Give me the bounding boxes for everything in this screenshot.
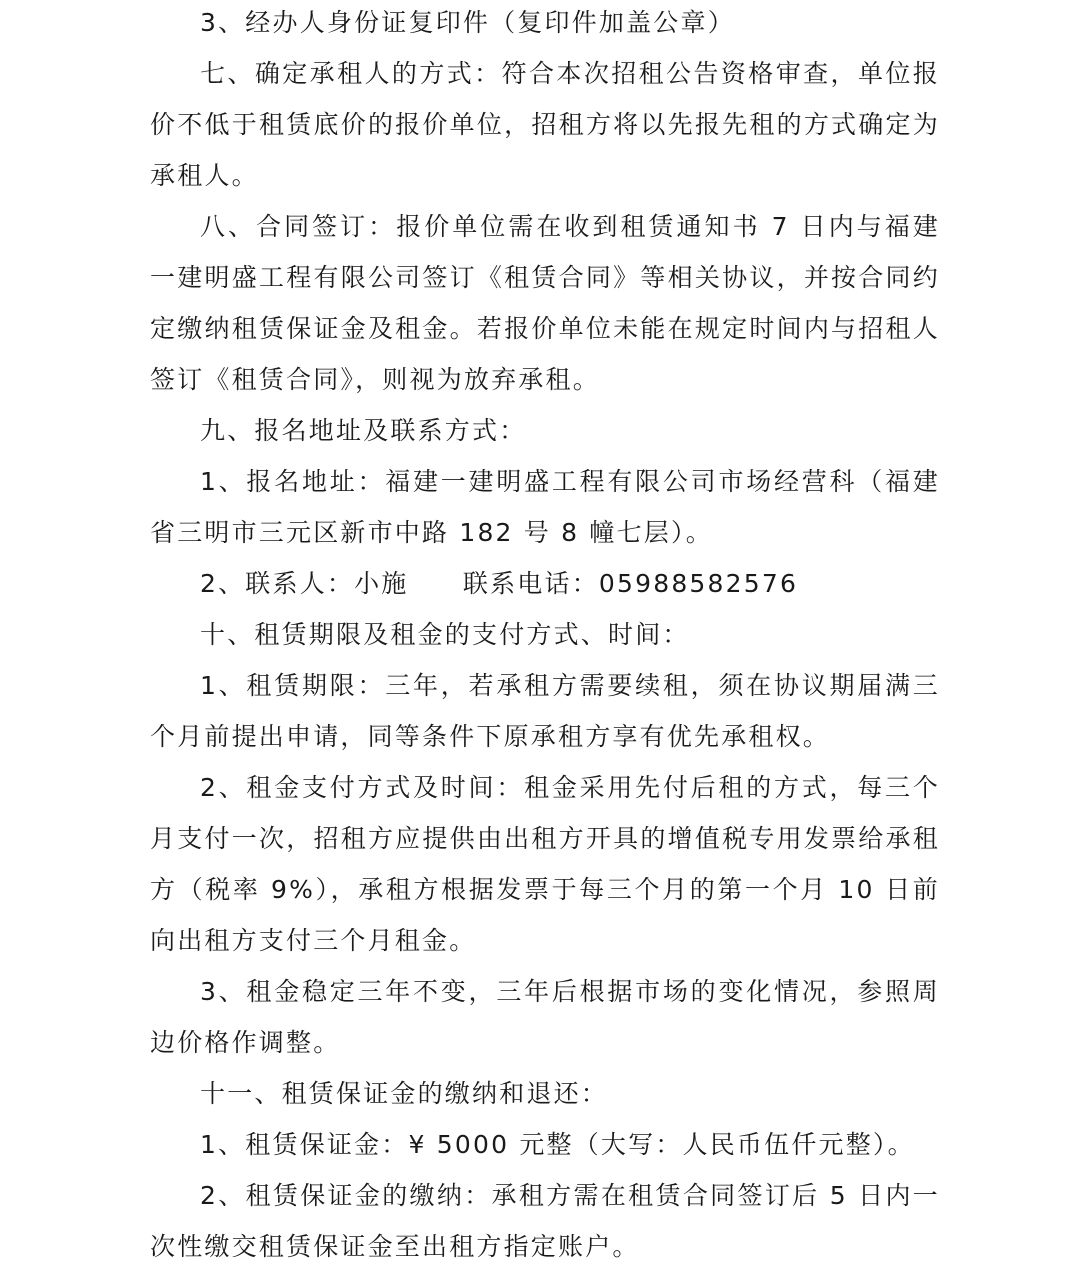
paragraph-id-copy: 3、经办人身份证复印件（复印件加盖公章）	[200, 8, 735, 37]
paragraph-rent-payment: 2、租金支付方式及时间：租金采用先付后租的方式，每三个月支付一次，招租方应提供由出租方开具的增值税专用发票给承租方（税率 9%），承租方根据发票于每三个月的第一个月 10 日前向出租方支付三个月租金。	[150, 773, 940, 955]
paragraph-section-8-contract-signing: 八、合同签订：报价单位需在收到租赁通知书 7 日内与福建一建明盛工程有限公司签订《租赁合同》等相关协议，并按合同约定缴纳租赁保证金及租金。若报价单位未能在规定时间内与招租人签订《租赁合同》，则视为放弃承租。	[150, 212, 940, 394]
paragraph-registration-address: 1、报名地址：福建一建明盛工程有限公司市场经营科（福建省三明市三元区新市中路 182 号 8 幢七层）。	[150, 467, 940, 547]
paragraph-contact: 2、联系人：小施 联系电话：05988582576	[200, 569, 799, 598]
paragraph-deposit-payment: 2、租赁保证金的缴纳：承租方需在租赁合同签订后 5 日内一次性缴交租赁保证金至出租方指定账户。	[150, 1181, 940, 1261]
paragraph-section-10-heading: 十、租赁期限及租金的支付方式、时间：	[200, 620, 690, 649]
paragraph-section-7-lessee-method: 七、确定承租人的方式：符合本次招租公告资格审查，单位报价不低于租赁底价的报价单位，招租方将以先报先租的方式确定为承租人。	[150, 59, 940, 190]
paragraph-section-11-heading: 十一、租赁保证金的缴纳和退还：	[200, 1079, 609, 1108]
paragraph-section-9-heading: 九、报名地址及联系方式：	[200, 416, 527, 445]
paragraph-lease-term: 1、租赁期限：三年，若承租方需要续租，须在协议期届满三个月前提出申请，同等条件下原承租方享有优先承租权。	[150, 671, 940, 751]
paragraph-rent-stability: 3、租金稳定三年不变，三年后根据市场的变化情况，参照周边价格作调整。	[150, 977, 940, 1057]
document-page	[150, 0, 940, 1272]
paragraph-deposit-amount: 1、租赁保证金：¥ 5000 元整（大写：人民币伍仟元整）。	[200, 1130, 915, 1159]
